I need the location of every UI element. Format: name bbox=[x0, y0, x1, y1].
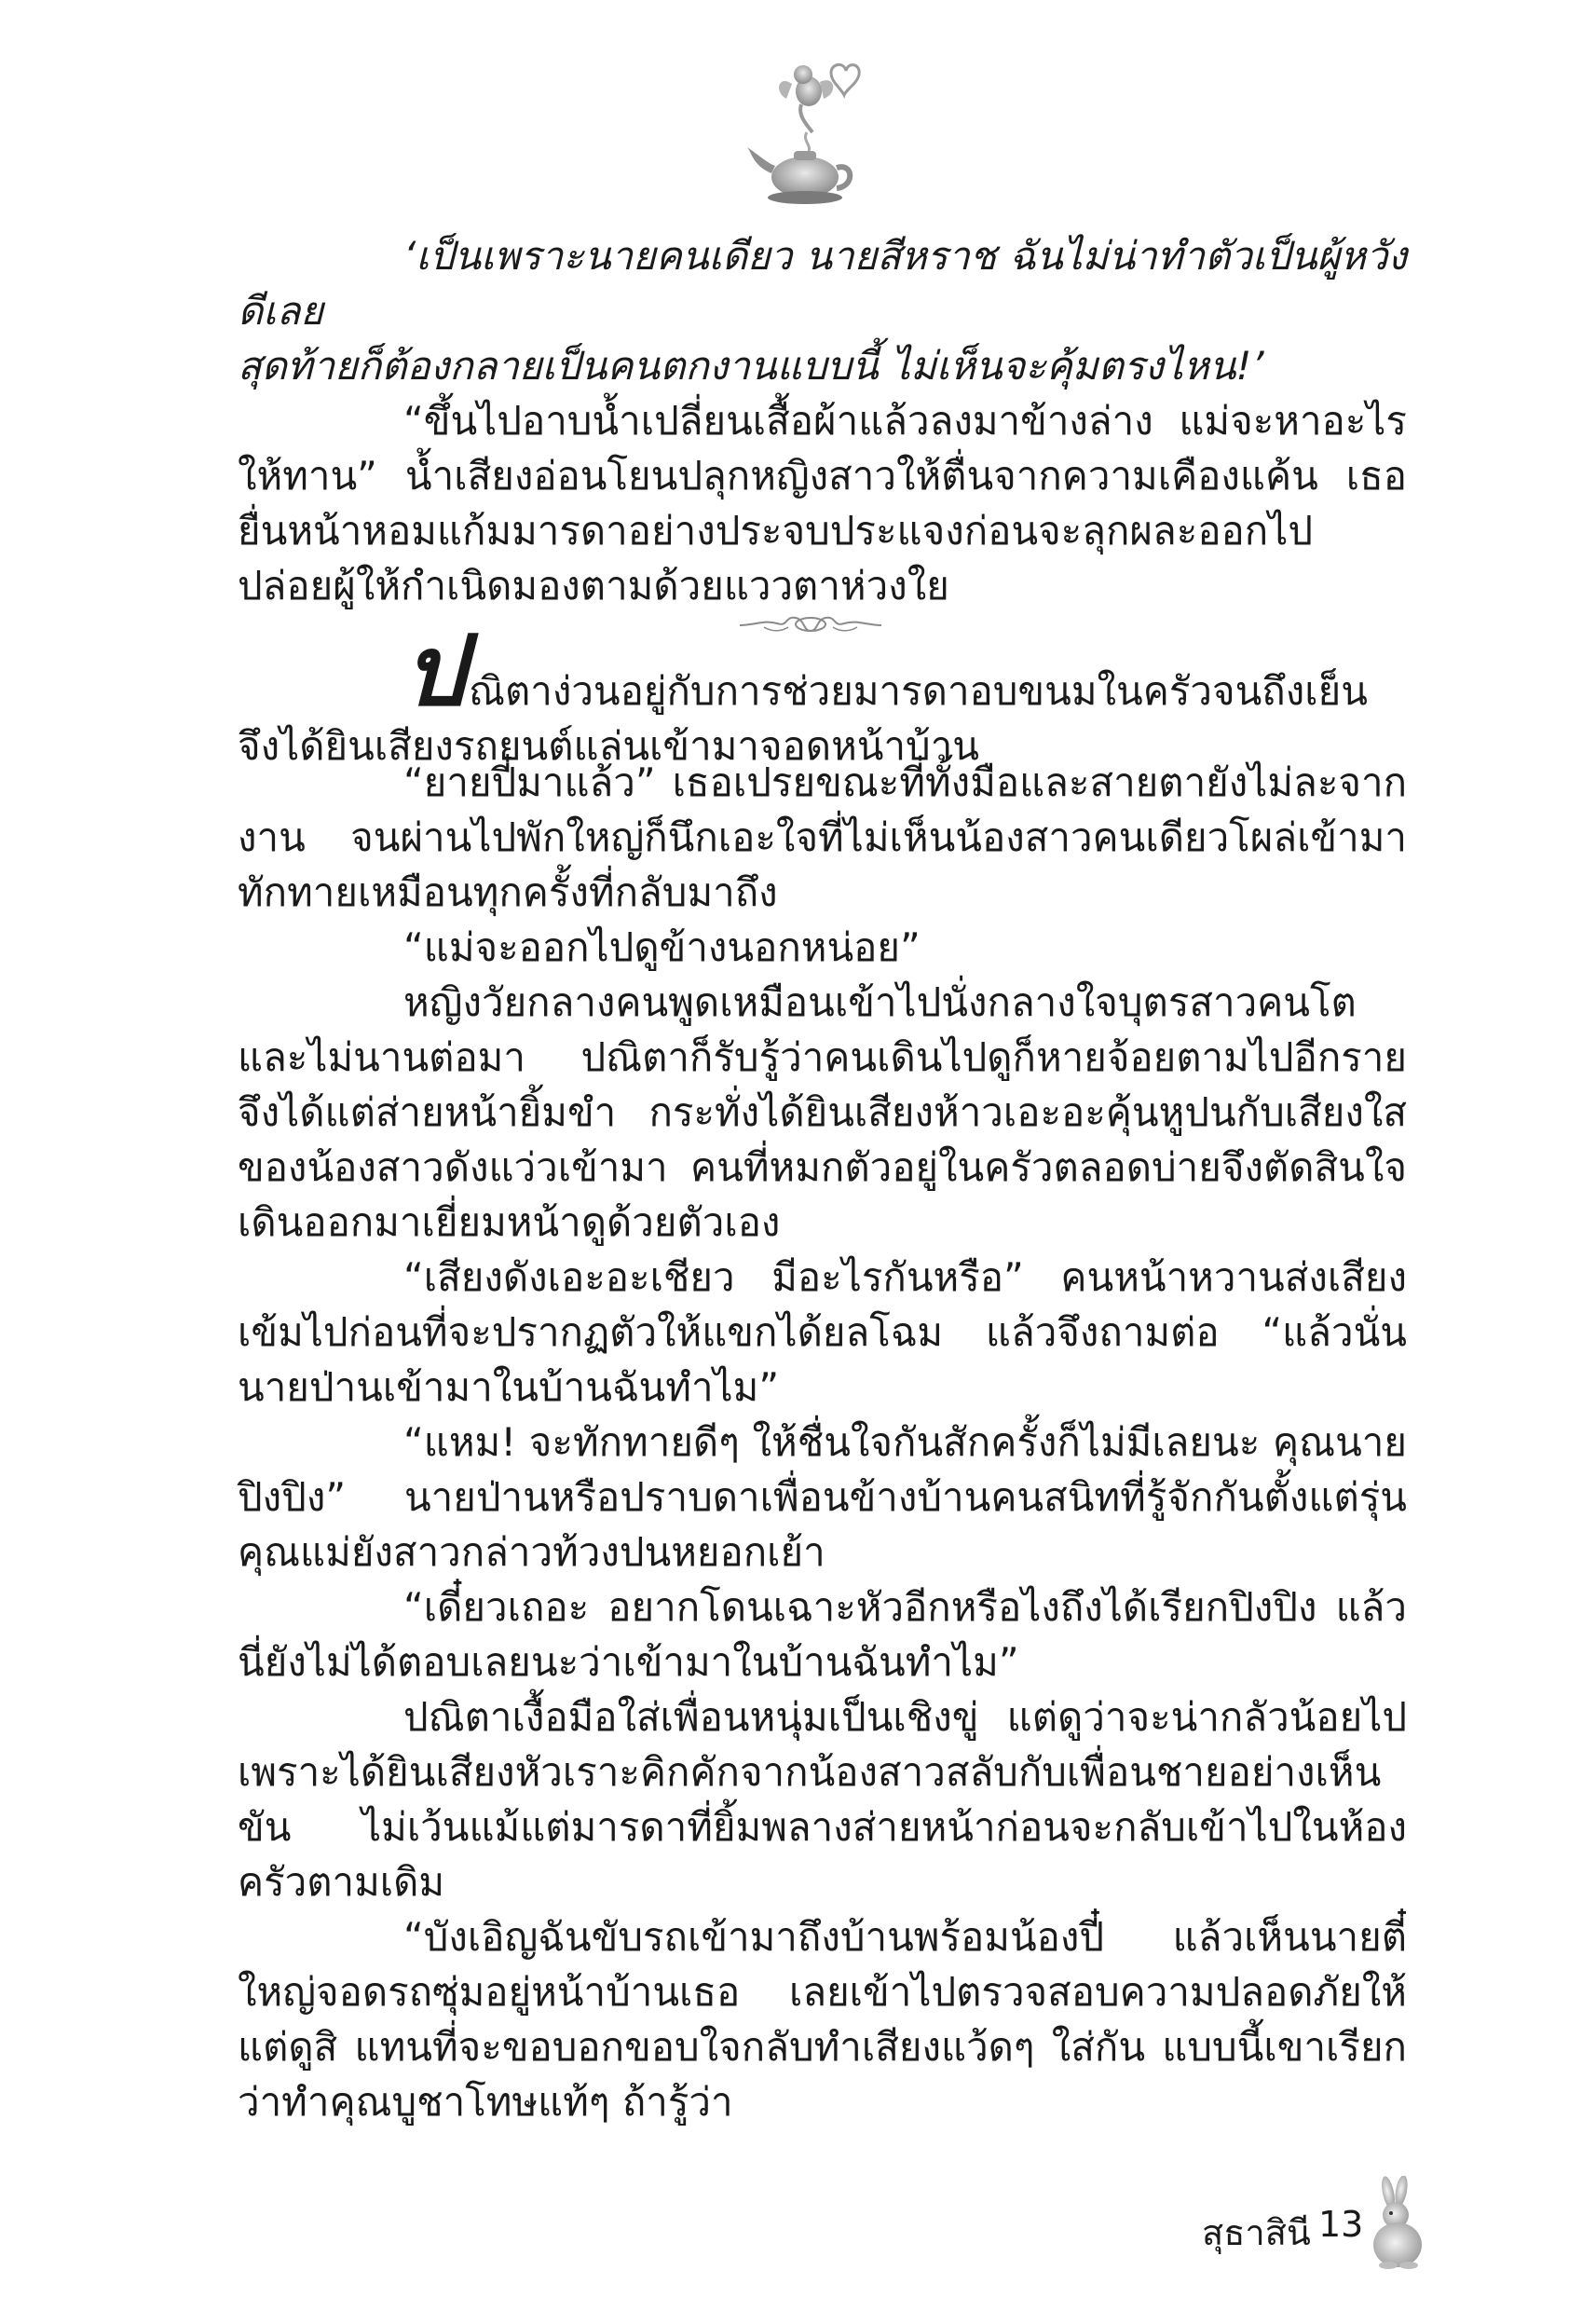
text-block-dropcap bbox=[238, 613, 1407, 773]
paragraph: “เสียงดังเอะอะเชียว มีอะไรกันหรือ” คนหน้าหวานส่งเสียงเข้มไปก่อนที่จะปรากฏตัวให้แขกได้ยลโฉม แล้วจึงถามต่อ “แล้วนั่นนายป่านเข้ามาในบ้านฉันทำไม” bbox=[238, 1254, 1407, 1410]
page-number: 13 bbox=[1318, 2204, 1364, 2245]
rabbit-icon bbox=[1360, 2176, 1433, 2269]
paragraph-thought-line1: ‘เป็นเพราะนายคนเดียว นายสีหราช ฉันไม่น่าทำตัวเป็นผู้หวังดีเลย bbox=[238, 233, 1407, 334]
scroll-divider-icon bbox=[736, 610, 885, 638]
paragraph: “แม่จะออกไปดูข้างนอกหน่อย” bbox=[403, 924, 921, 970]
page-footer bbox=[1202, 2176, 1435, 2269]
text-block-opening bbox=[238, 228, 1407, 613]
dropcap-letter: ป bbox=[403, 613, 466, 728]
paragraph-with-dropcap bbox=[238, 613, 1407, 773]
paragraph: หญิงวัยกลางคนพูดเหมือนเข้าไปนั่งกลางใจบุตรสาวคนโต และไม่นานต่อมา ปณิตาก็รับรู้ว่าคนเดินไปดูก็หายจ้อยตามไปอีกราย จึงได้แต่ส่ายหน้ายิ้มขำ กระทั่งได้ยินเสียงห้าวเอะอะคุ้นหูปนกับเสียงใสของน้องสาวดังแว่วเข้ามา คนที่หมกตัวอยู่ในครัวตลอดบ่ายจึงตัดสินใจเดินออกมาเยี่ยมหน้าดูด้วยตัวเอง bbox=[238, 979, 1407, 1245]
paragraph: “แหม! จะทักทายดีๆ ให้ชื่นใจกันสักครั้งก็ไม่มีเลยนะ คุณนายปิงปิง” นายป่านหรือปราบดาเพื่อนข้างบ้านคนสนิทที่รู้จักกันตั้งแต่รุ่นคุณแม่ยังสาวกล่าวท้วงปนหยอกเย้า bbox=[238, 1419, 1407, 1575]
text-block-main bbox=[238, 755, 1407, 2129]
paragraph: “เดี๋ยวเถอะ อยากโดนเฉาะหัวอีกหรือไงถึงได้เรียกปิงปิง แล้วนี่ยังไม่ได้ตอบเลยนะว่าเข้ามาในบ้านฉันทำไม” bbox=[238, 1584, 1407, 1685]
book-title: สุธาสินี bbox=[1202, 2212, 1311, 2253]
paragraph: “บังเอิญฉันขับรถเข้ามาถึงบ้านพร้อมน้องปี๋ แล้วเห็นนายตี๋ใหญ่จอดรถซุ่มอยู่หน้าบ้านเธอ เลยเข้าไปตรวจสอบความปลอดภัยให้ แต่ดูสิ แทนที่จะขอบอกขอบใจกลับทำเสียงแว้ดๆ ใส่กัน แบบนี้เขาเรียกว่าทำคุณบูชาโทษแท้ๆ ถ้ารู้ว่า bbox=[238, 1914, 1407, 2125]
cupid-teapot-ornament-icon bbox=[745, 47, 876, 210]
paragraph: ปณิตาเงื้อมือใส่เพื่อนหนุ่มเป็นเชิงขู่ แต่ดูว่าจะน่ากลัวน้อยไปเพราะได้ยินเสียงหัวเราะคิกคักจากน้องสาวสลับกับเพื่อนชายอย่างเห็นขัน ไม่เว้นแม้แต่มารดาที่ยิ้มพลางส่ายหน้าก่อนจะกลับเข้าไปในห้องครัวตามเดิม bbox=[238, 1694, 1407, 1905]
paragraph: “ขึ้นไปอาบน้ำเปลี่ยนเสื้อผ้าแล้วลงมาข้างล่าง แม่จะหาอะไรให้ทาน” น้ำเสียงอ่อนโยนปลุกหญิงสาวให้ตื่นจากความเคืองแค้น เธอยื่นหน้าหอมแก้มมารดาอย่างประจบประแจงก่อนจะลุกผละออกไป ปล่อยผู้ให้กำเนิดมองตามด้วยแววตาห่วงใย bbox=[238, 398, 1407, 609]
paragraph: “ยายปี๋มาแล้ว” เธอเปรยขณะที่ทั้งมือและสายตายังไม่ละจากงาน จนผ่านไปพักใหญ่ก็นึกเอะใจที่ไม่เห็นน้องสาวคนเดียวโผล่เข้ามาทักทายเหมือนทุกครั้งที่กลับมาถึง bbox=[238, 759, 1407, 915]
paragraph-thought-line2: สุดท้ายก็ต้องกลายเป็นคนตกงานแบบนี้ ไม่เห็นจะคุ้มตรงไหน!’ bbox=[238, 343, 1264, 389]
paragraph-rest: ณิตาง่วนอยู่กับการช่วยมารดาอบขนมในครัวจนถึงเย็นจึงได้ยินเสียงรถยนต์แล่นเข้ามาจอดหน้าบ้าน bbox=[238, 668, 1368, 769]
